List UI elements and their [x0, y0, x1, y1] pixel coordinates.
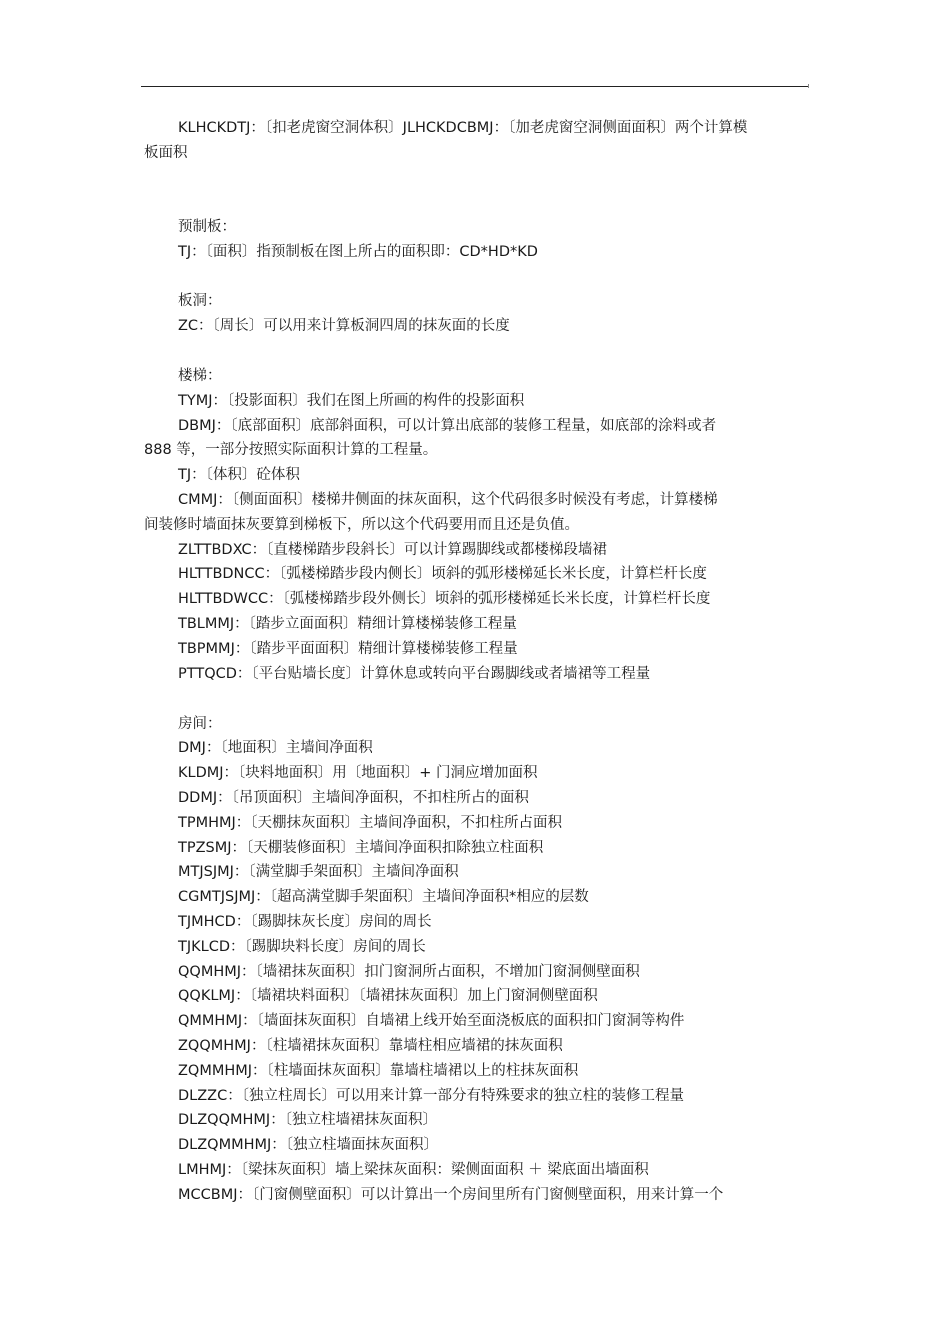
code-line-continuation: 间装修时墙面抹灰要算到梯板下，所以这个代码要用而且还是负值。: [144, 517, 579, 533]
section-heading-prefab-slab: 预制板：: [178, 219, 236, 235]
code-line: DMJ：〔地面积〕主墙间净面积: [178, 740, 373, 756]
code-line: DDMJ：〔吊顶面积〕主墙间净面积，不扣柱所占的面积: [178, 790, 529, 806]
code-line: ZC：〔周长〕可以用来计算板洞四周的抹灰面的长度: [178, 318, 510, 334]
code-line: TPMHMJ：〔天棚抹灰面积〕主墙间净面积，不扣柱所占面积: [178, 815, 563, 831]
code-line: MTJSJMJ：〔满堂脚手架面积〕主墙间净面积: [178, 864, 459, 880]
code-line: PTTQCD：〔平台贴墙长度〕计算休息或转向平台踢脚线或者墙裙等工程量: [178, 666, 651, 682]
section-heading-room: 房间：: [178, 716, 222, 732]
code-line: DBMJ：〔底部面积〕底部斜面积，可以计算出底部的装修工程量，如底部的涂料或者: [178, 418, 717, 434]
code-line: LMHMJ：〔梁抹灰面积〕墙上梁抹灰面积：梁侧面面积 ＋ 梁底面出墙面积: [178, 1162, 649, 1178]
header-rule: [141, 86, 808, 87]
code-line: DLZQQMHMJ：〔独立柱墙裙抹灰面积〕: [178, 1112, 437, 1128]
paragraph-line: KLHCKDTJ：〔扣老虎窗空洞体积〕JLHCKDCBMJ：〔加老虎窗空洞侧面面积〕两个计算模: [178, 120, 748, 136]
paragraph-line: 板面积: [144, 144, 188, 161]
code-line: QQMHMJ：〔墙裙抹灰面积〕扣门窗洞所占面积，不增加门窗洞侧壁面积: [178, 964, 640, 980]
code-line: KLDMJ：〔块料地面积〕用〔地面积〕+ 门洞应增加面积: [178, 765, 538, 781]
code-line: TPZSMJ：〔天棚装修面积〕主墙间净面积扣除独立柱面积: [178, 840, 544, 856]
code-line: CMMJ：〔侧面面积〕楼梯井侧面的抹灰面积，这个代码很多时候没有考虑，计算楼梯: [178, 492, 718, 508]
code-line: TJMHCD：〔踢脚抹灰长度〕房间的周长: [178, 914, 432, 930]
code-line: QMMHMJ：〔墙面抹灰面积〕自墙裙上线开始至面浇板底的面积扣门窗洞等构件: [178, 1013, 685, 1029]
section-heading-stairs: 楼梯：: [178, 368, 222, 384]
code-line: DLZQMMHMJ：〔独立柱墙面抹灰面积〕: [178, 1137, 439, 1153]
code-line: QQKLMJ：〔墙裙块料面积〕〔墙裙抹灰面积〕加上门窗洞侧壁面积: [178, 988, 598, 1004]
code-line: ZLTTBDXC：〔直楼梯踏步段斜长〕可以计算踢脚线或都楼梯段墙裙: [178, 542, 607, 558]
code-line: HLTTBDNCC：〔弧楼梯踏步段内侧长〕顷斜的弧形楼梯延长米长度，计算栏杆长度: [178, 566, 707, 582]
code-line: TJ：〔体积〕砼体积: [178, 467, 300, 483]
code-line-continuation: 888 等，一部分按照实际面积计算的工程量。: [144, 442, 438, 458]
header-rule-tick: [808, 84, 809, 88]
code-line: ZQQMHMJ：〔柱墙裙抹灰面积〕靠墙柱相应墙裙的抹灰面积: [178, 1038, 563, 1054]
code-line: MCCBMJ：〔门窗侧壁面积〕可以计算出一个房间里所有门窗侧壁面积，用来计算一个: [178, 1187, 724, 1203]
code-line: TYMJ：〔投影面积〕我们在图上所画的构件的投影面积: [178, 393, 525, 409]
code-line: CGMTJSJMJ：〔超高满堂脚手架面积〕主墙间净面积*相应的层数: [178, 889, 589, 905]
code-line: TJKLCD：〔踢脚块料长度〕房间的周长: [178, 939, 426, 955]
code-line: DLZZC：〔独立柱周长〕可以用来计算一部分有特殊要求的独立柱的装修工程量: [178, 1088, 684, 1104]
code-line: ZQMMHMJ：〔柱墙面抹灰面积〕靠墙柱墙裙以上的柱抹灰面积: [178, 1063, 579, 1079]
code-line: TJ：〔面积〕指预制板在图上所占的面积即：CD*HD*KD: [178, 244, 538, 260]
section-heading-slab-hole: 板洞：: [178, 293, 222, 309]
code-line: TBPMMJ：〔踏步平面面积〕精细计算楼梯装修工程量: [178, 641, 518, 657]
code-line: TBLMMJ：〔踏步立面面积〕精细计算楼梯装修工程量: [178, 616, 517, 632]
code-line: HLTTBDWCC：〔弧楼梯踏步段外侧长〕顷斜的弧形楼梯延长米长度，计算栏杆长度: [178, 591, 711, 607]
